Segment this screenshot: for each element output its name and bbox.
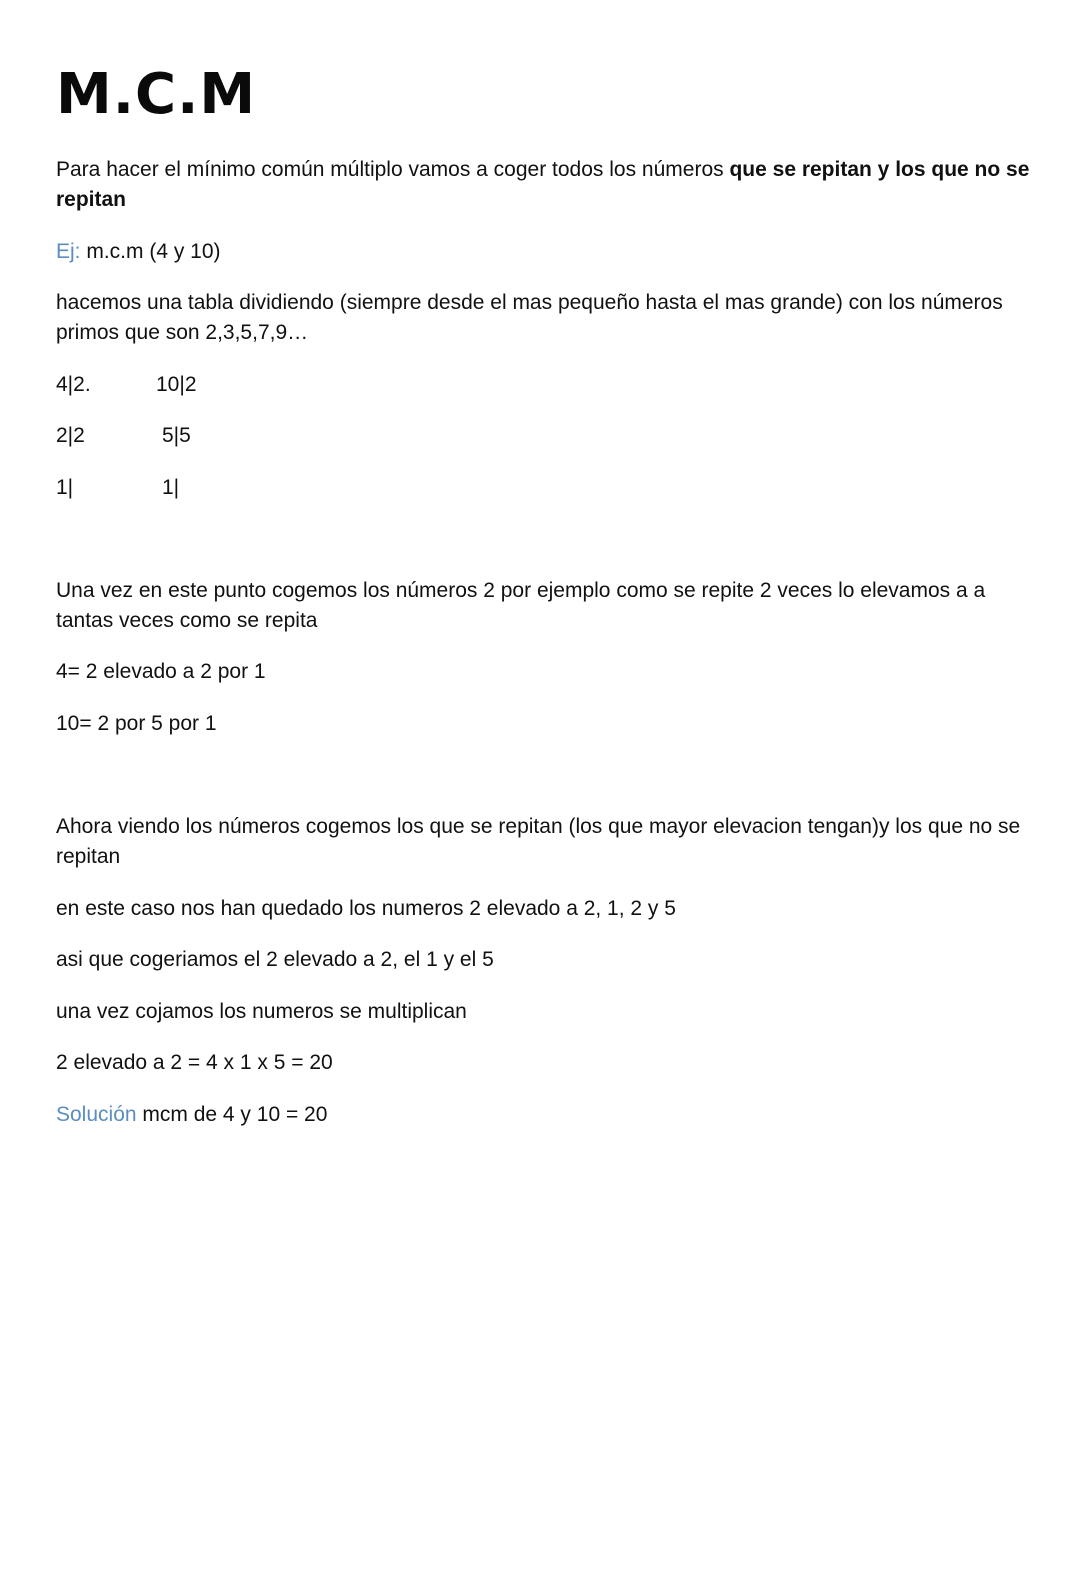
- step-paragraph: Una vez en este punto cogemos los números 2 por ejemplo como se repite 2 veces lo elevamos a a tantas veces como se repita: [56, 579, 986, 632]
- factor-10-line: 10= 2 por 5 por 1: [56, 712, 217, 735]
- example-label: Ej:: [56, 240, 81, 263]
- intro-bold-text: que se repitan y los que no se repitan: [56, 158, 1030, 211]
- solution-label: Solución: [56, 1103, 137, 1126]
- solution-line: [56, 1100, 1031, 1130]
- select-paragraph: Ahora viendo los números cogemos los que se repitan (los que mayor elevacion tengan)y los que no se repitan: [56, 815, 1021, 868]
- table-cell-right: 1|: [162, 476, 180, 499]
- multiply-line: una vez cojamos los numeros se multiplican: [56, 1000, 467, 1023]
- calc-line: 2 elevado a 2 = 4 x 1 x 5 = 20: [56, 1051, 333, 1074]
- table-cell-right: 5|5: [162, 424, 191, 447]
- table-cell-left: 1|: [56, 476, 74, 499]
- intro-text: Para hacer el mínimo común múltiplo vamos a coger todos los números: [56, 158, 730, 181]
- solution-text: mcm de 4 y 10 = 20: [136, 1103, 328, 1126]
- example-text: m.c.m (4 y 10): [80, 240, 221, 263]
- remaining-line: en este caso nos han quedado los numeros 2 elevado a 2, 1, 2 y 5: [56, 897, 676, 920]
- table-cell-right: 10|2: [156, 373, 197, 396]
- table-intro-paragraph: hacemos una tabla dividiendo (siempre desde el mas pequeño hasta el mas grande) con los números primos que son 2,3,5,7,9…: [56, 291, 1003, 344]
- choose-line: asi que cogeriamos el 2 elevado a 2, el 1 y el 5: [56, 948, 494, 971]
- table-cell-left: 4|2.: [56, 373, 91, 396]
- intro-paragraph: [56, 155, 1031, 215]
- factor-4-line: 4= 2 elevado a 2 por 1: [56, 660, 266, 683]
- example-line: [56, 237, 1031, 267]
- page-title: M.C.M: [56, 62, 257, 127]
- table-cell-left: 2|2: [56, 424, 85, 447]
